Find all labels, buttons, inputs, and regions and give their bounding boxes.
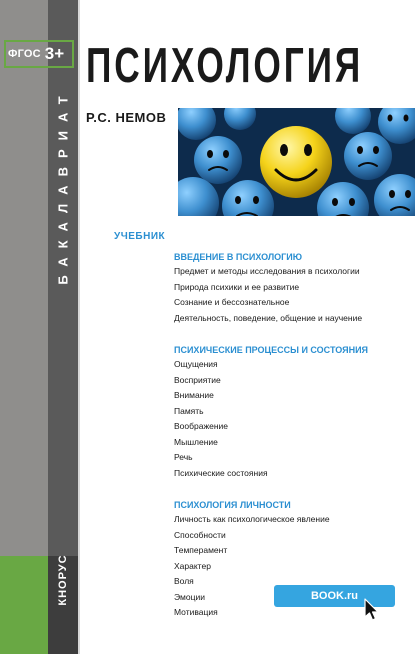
toc-item: Память [174,405,204,416]
toc-section-heading: ПСИХОЛОГИЯ ЛИЧНОСТИ [174,500,291,510]
spine-edge [78,0,80,654]
toc-item: Мотивация [174,607,218,617]
book-title: ПСИХОЛОГИЯ [86,39,364,93]
toc-item: Ощущения [174,359,218,369]
toc-item: Психические состояния [174,467,268,478]
toc-item: Темперамент [174,545,228,555]
toc-item: Внимание [174,390,214,400]
toc-item: Деятельность, поведение, общение и научение [174,312,363,323]
toc-item: Предмет и методы исследования в психологии [174,266,360,276]
toc-item: Личность как психологическое явление [174,514,330,524]
book-ru-label: BOOK.ru [310,590,359,602]
toc-section-heading: ПСИХИЧЕСКИЕ ПРОЦЕССЫ И СОСТОЯНИЯ [174,345,369,355]
mouse-pointer-icon [364,598,380,622]
toc-section-heading: ВВЕДЕНИЕ В ПСИХОЛОГИЮ [174,252,303,262]
fgos-label: ФГОС [8,48,41,60]
toc-item: Характер [174,560,211,571]
toc-item: Способности [174,529,226,540]
fgos-badge [4,40,74,68]
smiley-crowd-image [178,108,415,216]
toc-item: Сознание и бессознательное [174,297,290,307]
toc-item: Восприятие [174,374,221,385]
book-author: Р.С. НЕМОВ [86,110,167,125]
vertical-label: БАКАЛАВРИАТ [55,87,71,285]
toc-item: Мышление [174,436,218,447]
toc-item: Воля [174,576,194,586]
fgos-number: 3+ [44,44,65,63]
toc-item: Речь [174,452,193,462]
yellow-smiley-face [260,126,332,198]
toc-item: Воображение [174,421,229,431]
publisher-label: КНОРУС [57,554,69,606]
toc-item: Эмоции [174,591,205,602]
book-type-label: УЧЕБНИК [114,231,166,242]
toc-item: Природа психики и ее развитие [174,281,300,292]
table-of-contents [174,250,410,621]
